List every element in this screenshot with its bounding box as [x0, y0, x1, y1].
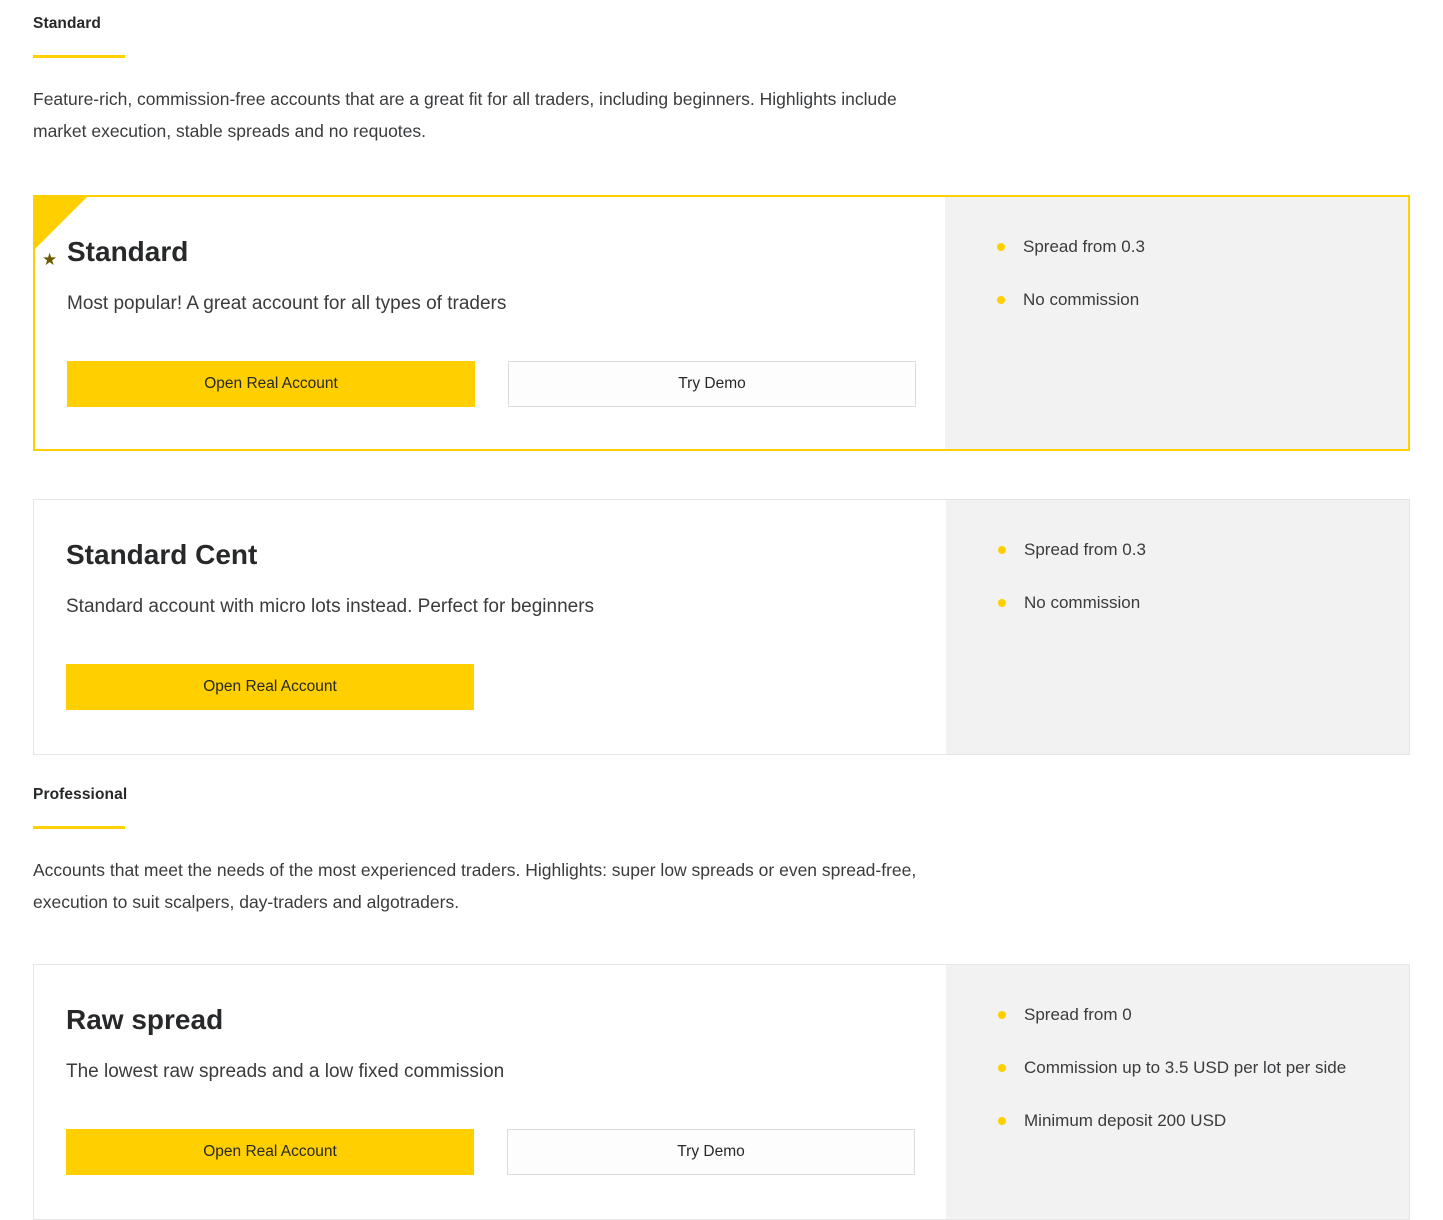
card-content: [35, 197, 945, 449]
feature-item: [997, 235, 1378, 259]
card-features: [946, 500, 1409, 754]
bullet-icon: [997, 296, 1005, 304]
feature-item: [998, 538, 1379, 562]
section-description: Feature-rich, commission-free accounts that are a great fit for all traders, including beginners. Highlights include market execution, stable spreads and no requotes.: [33, 89, 897, 141]
card-features: [946, 965, 1409, 1219]
card-actions: [66, 1129, 946, 1175]
star-icon: ★: [42, 250, 58, 269]
card-features: [945, 197, 1408, 449]
section-description: Accounts that meet the needs of the most experienced traders. Highlights: super low spreads or even spread-free, execution to suit scalpers, day-traders and algotraders.: [33, 860, 917, 912]
feature-label: No commission: [1024, 593, 1141, 612]
card-title: Standard: [67, 236, 189, 267]
account-card-standard[interactable]: [33, 195, 1410, 451]
try-demo-button[interactable]: Try Demo: [507, 1129, 915, 1175]
bullet-icon: [997, 243, 1005, 251]
feature-label: Spread from 0.3: [1023, 237, 1145, 256]
card-subtitle: Most popular! A great account for all types of traders: [67, 293, 507, 314]
bullet-icon: [998, 1117, 1006, 1125]
feature-label: No commission: [1023, 290, 1140, 309]
bullet-icon: [998, 599, 1006, 607]
section-title: Standard: [33, 15, 101, 32]
open-real-account-button[interactable]: Open Real Account: [66, 1129, 474, 1175]
feature-item: [998, 1003, 1379, 1027]
feature-item: [997, 288, 1378, 312]
section-header-standard: [33, 0, 1410, 58]
card-subtitle: Standard account with micro lots instead. Perfect for beginners: [66, 596, 595, 617]
bullet-icon: [998, 546, 1006, 554]
bullet-icon: [998, 1064, 1006, 1072]
card-content: [34, 500, 946, 754]
card-actions: [67, 361, 945, 407]
feature-label: Minimum deposit 200 USD: [1024, 1111, 1227, 1130]
card-title: Raw spread: [66, 1004, 224, 1035]
section-underline: [33, 55, 125, 58]
feature-label: Spread from 0: [1024, 1005, 1132, 1024]
open-real-account-button[interactable]: Open Real Account: [66, 664, 474, 710]
section-header-professional: [33, 755, 1410, 829]
card-content: [34, 965, 946, 1219]
feature-label: Spread from 0.3: [1024, 540, 1146, 559]
card-subtitle: The lowest raw spreads and a low fixed commission: [66, 1061, 505, 1082]
try-demo-button[interactable]: Try Demo: [508, 361, 916, 407]
card-actions: [66, 664, 946, 710]
card-title: Standard Cent: [66, 539, 258, 570]
feature-item: [998, 1109, 1379, 1133]
feature-item: [998, 591, 1379, 615]
section-underline: [33, 826, 125, 829]
section-title: Professional: [33, 786, 128, 803]
feature-item: [998, 1056, 1379, 1080]
feature-label: Commission up to 3.5 USD per lot per side: [1024, 1058, 1347, 1077]
open-real-account-button[interactable]: Open Real Account: [67, 361, 475, 407]
account-card-standard-cent[interactable]: [33, 499, 1410, 755]
account-card-raw-spread[interactable]: [33, 964, 1410, 1220]
bullet-icon: [998, 1011, 1006, 1019]
